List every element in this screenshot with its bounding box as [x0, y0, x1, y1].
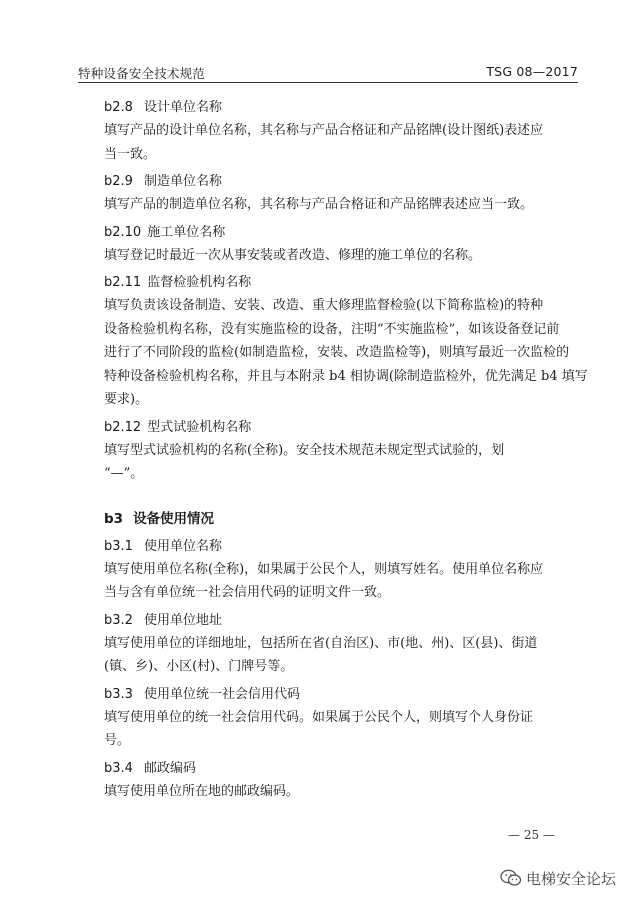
clause-b2-10	[104, 221, 574, 268]
watermark-text: 电梯安全论坛	[526, 869, 617, 888]
text-line: 填写负责该设备制造、安装、改造、重大修理监督检验(以下简称监检)的特种	[104, 298, 544, 313]
clause-b3-4	[104, 757, 574, 804]
text-line: 当与含有单位统一社会信用代码的证明文件一致。	[104, 585, 391, 600]
section-title: 设备使用情况	[133, 510, 215, 527]
wechat-icon	[500, 869, 522, 887]
watermark	[500, 866, 616, 890]
text-line: 设备检验机构名称，没有实施监检的设备，注明“不实施监检”，如该设备登记前	[104, 321, 560, 337]
text-line: 填写登记时最近一次从事安装或者改造、修理的施工单位的名称。	[104, 247, 482, 263]
text-line: 填写使用单位的详细地址，包括所在省(自治区)、市(地、州)、区(县)、街道	[104, 635, 538, 651]
document-body	[104, 96, 588, 803]
clause-text	[104, 706, 574, 753]
clause-text	[104, 193, 574, 217]
clause-title: 型式试验机构名称	[147, 419, 252, 435]
clause-heading	[104, 271, 574, 294]
clause-number: b2.10	[104, 224, 142, 240]
text-line: 要求)。	[104, 392, 149, 407]
clause-b2-12	[104, 416, 574, 486]
section-number: b3	[104, 510, 124, 527]
clause-title: 设计单位名称	[144, 100, 223, 115]
clause-title: 使用单位名称	[144, 538, 223, 554]
clause-number: b3.4	[104, 760, 133, 776]
clause-number: b3.1	[104, 538, 133, 554]
text-line: 号。	[104, 733, 131, 748]
clause-number: b2.11	[104, 275, 142, 290]
clause-heading	[104, 757, 574, 780]
clause-number: b2.12	[104, 419, 142, 435]
text-line: 进行了不同阶段的监检(如制造监检，安装、改造监检等)，则填写最近一次监检的	[104, 345, 570, 360]
clause-heading	[104, 96, 574, 119]
clause-title: 监督检验机构名称	[147, 275, 252, 290]
clause-text	[104, 780, 574, 804]
clause-number: b3.3	[104, 686, 133, 702]
clause-title: 使用单位地址	[144, 612, 223, 628]
clause-text	[104, 558, 574, 605]
clause-text	[104, 439, 574, 486]
clause-b3-1	[104, 535, 574, 605]
clause-number: b3.2	[104, 612, 133, 628]
text-line: 填写产品的制造单位名称，其名称与产品合格证和产品铭牌表述应当一致。	[104, 197, 534, 212]
page-number: — 25 —	[508, 828, 555, 842]
text-line: 特种设备检验机构名称，并且与本附录 b4 相协调(除制造监检外，优先满足 b4 填写	[104, 368, 588, 384]
text-line: “—”。	[104, 466, 144, 481]
clause-text	[104, 119, 574, 166]
text-line: 填写使用单位名称(全称)，如果属于公民个人，则填写姓名。使用单位名称应	[104, 561, 544, 577]
clause-b3-3	[104, 683, 574, 753]
clause-heading	[104, 416, 574, 439]
text-line: 填写使用单位的统一社会信用代码。如果属于公民个人，则填写个人身份证	[104, 709, 534, 725]
clause-text	[104, 294, 588, 412]
clause-title: 使用单位统一社会信用代码	[144, 686, 301, 702]
text-line: 填写使用单位所在地的邮政编码。	[104, 783, 300, 799]
clause-title: 施工单位名称	[147, 224, 226, 240]
clause-heading	[104, 609, 574, 632]
clause-number: b2.9	[104, 174, 133, 189]
text-line: (镇、乡)、小区(村)、门牌号等。	[104, 659, 294, 674]
clause-b3-2	[104, 609, 574, 679]
clause-text	[104, 244, 574, 268]
clause-b2-9	[104, 170, 574, 217]
clause-heading	[104, 221, 574, 244]
header-standard-code: TSG 08—2017	[486, 64, 578, 79]
clause-title: 制造单位名称	[144, 174, 223, 189]
clause-title: 邮政编码	[144, 760, 197, 776]
clause-heading	[104, 535, 574, 558]
text-line: 填写产品的设计单位名称，其名称与产品合格证和产品铭牌(设计图纸)表述应	[104, 123, 544, 138]
clause-number: b2.8	[104, 100, 133, 115]
text-line: 填写型式试验机构的名称(全称)。安全技术规范未规定型式试验的，划	[104, 442, 505, 458]
page-header	[78, 64, 578, 83]
clause-b2-11	[104, 271, 588, 412]
section-heading-b3	[104, 508, 574, 531]
header-title: 特种设备安全技术规范	[78, 66, 206, 81]
clause-b2-8	[104, 96, 574, 166]
clause-heading	[104, 170, 574, 193]
clause-heading	[104, 683, 574, 706]
clause-text	[104, 632, 574, 679]
text-line: 当一致。	[104, 146, 157, 162]
